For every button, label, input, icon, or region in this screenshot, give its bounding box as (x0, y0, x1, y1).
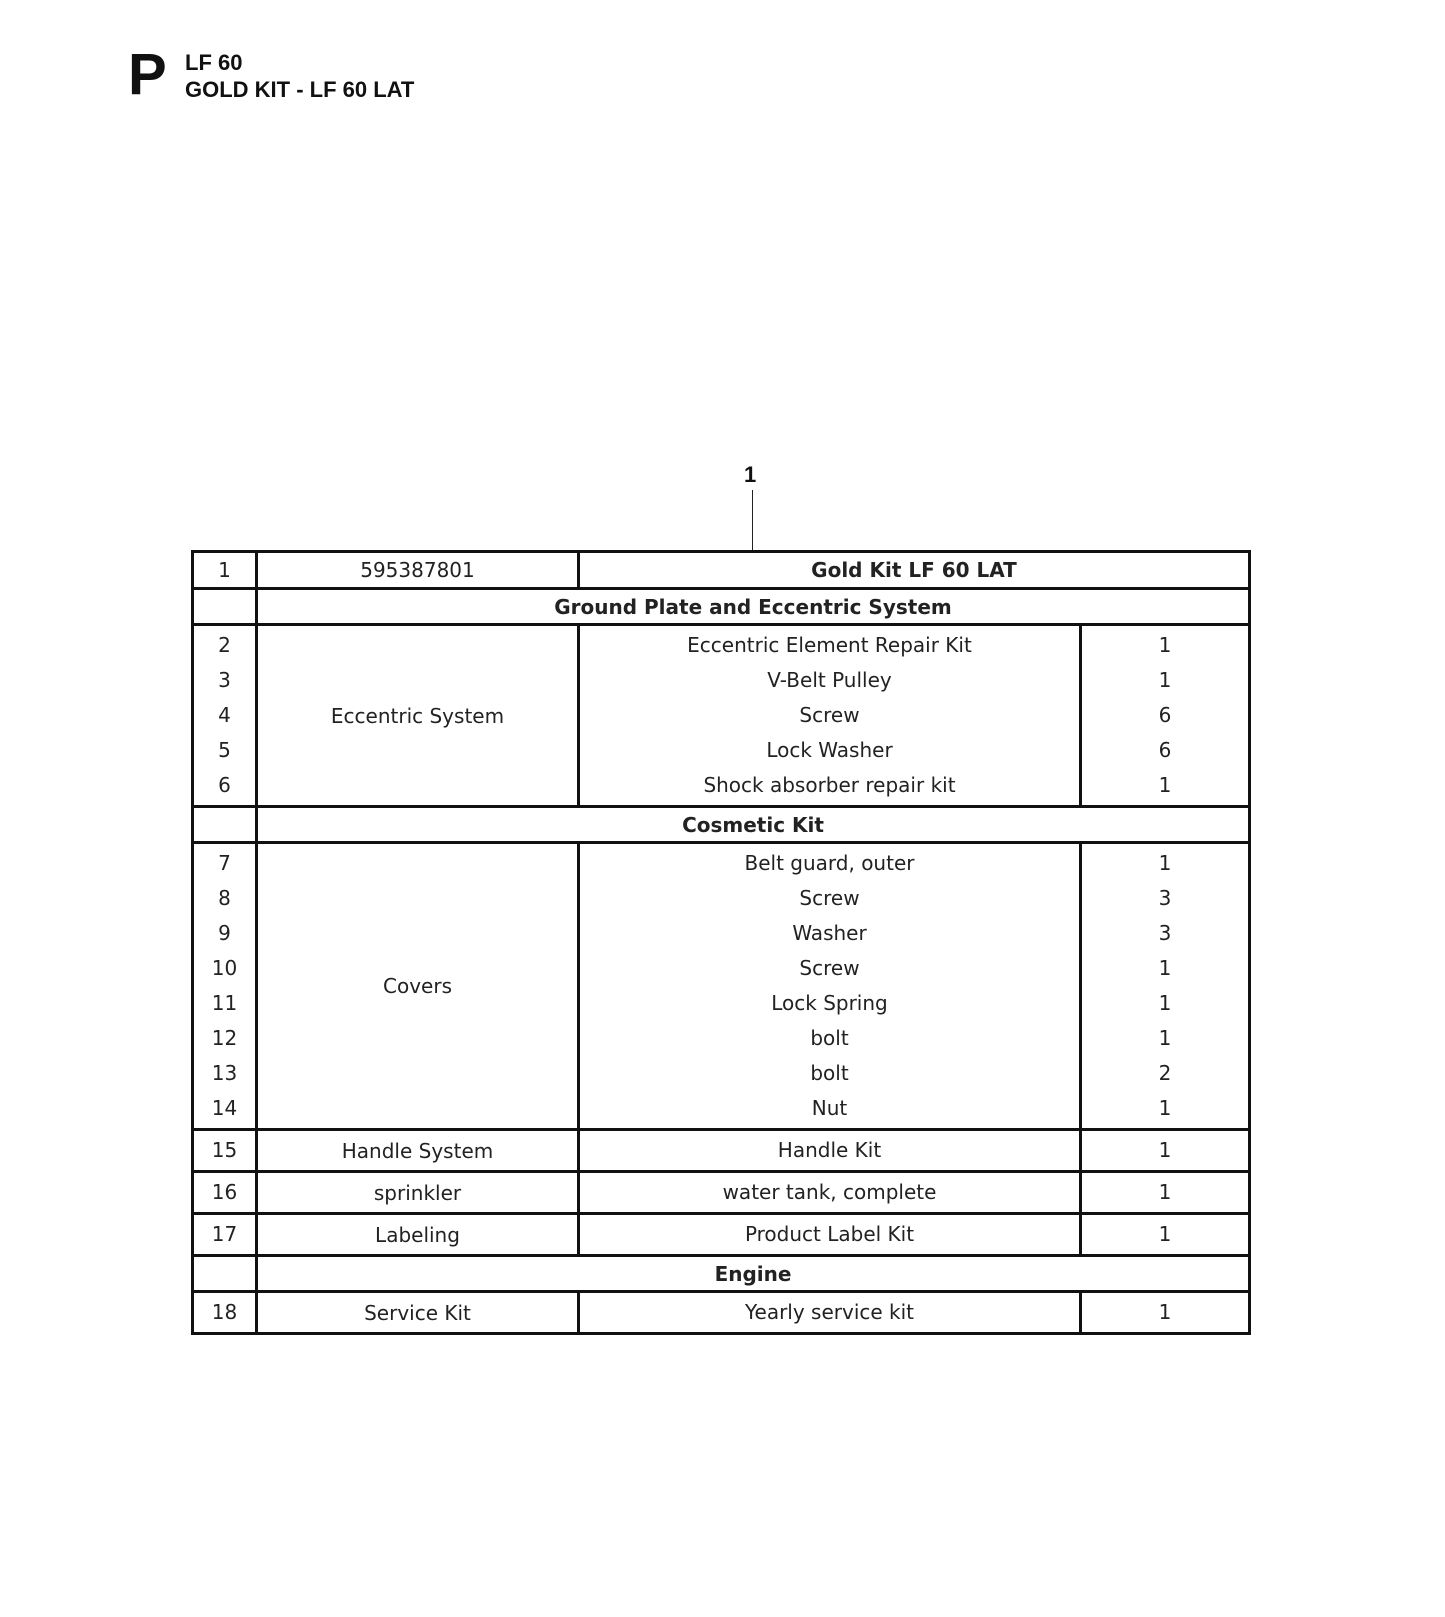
item-numbers-cell (193, 1172, 257, 1214)
item-number: 3 (218, 668, 231, 692)
group-name: sprinkler (257, 1172, 579, 1214)
item-quantity: 6 (1158, 703, 1172, 727)
item-quantity: 1 (1158, 1222, 1172, 1246)
item-description: Screw (799, 886, 860, 910)
item-number: 15 (211, 1138, 238, 1162)
item-description: Screw (799, 956, 860, 980)
item-quantities-cell (1081, 625, 1250, 807)
item-quantity: 3 (1158, 886, 1172, 910)
item-description: V-Belt Pulley (767, 668, 892, 692)
group-name: Covers (257, 843, 579, 1130)
section-empty-cell (193, 807, 257, 843)
item-quantities-cell (1081, 843, 1250, 1130)
item-numbers-cell (193, 1130, 257, 1172)
item-quantity: 1 (1158, 668, 1172, 692)
item-number: 2 (218, 633, 231, 657)
item-numbers-cell (193, 625, 257, 807)
item-description: Washer (792, 921, 867, 945)
item-description: water tank, complete (722, 1180, 937, 1204)
item-number: 8 (218, 886, 231, 910)
item-description: Nut (811, 1096, 848, 1120)
section-letter: P (128, 42, 167, 107)
item-quantity: 1 (1158, 1138, 1172, 1162)
group-row (193, 1130, 1250, 1172)
item-descriptions-cell (579, 843, 1081, 1130)
item-number: 16 (211, 1180, 238, 1204)
callout-leader-line (752, 490, 753, 550)
item-number: 4 (218, 703, 231, 727)
item-quantity: 1 (1158, 991, 1172, 1015)
item-number: 13 (211, 1061, 238, 1085)
item-description: Screw (799, 703, 860, 727)
item-quantity: 1 (1158, 1026, 1172, 1050)
group-row (193, 843, 1250, 1130)
item-number: 11 (211, 991, 238, 1015)
item-description: bolt (810, 1061, 849, 1085)
section-title: Ground Plate and Eccentric System (257, 589, 1250, 625)
group-row (193, 625, 1250, 807)
section-row (193, 807, 1250, 843)
item-quantity: 3 (1158, 921, 1172, 945)
item-description: Product Label Kit (744, 1222, 915, 1246)
item-number: 12 (211, 1026, 238, 1050)
group-row (193, 1292, 1250, 1334)
group-name: Handle System (257, 1130, 579, 1172)
item-number: 17 (211, 1222, 238, 1246)
parts-table (191, 550, 1251, 1335)
section-row (193, 589, 1250, 625)
group-name: Eccentric System (257, 625, 579, 807)
item-quantity: 1 (1158, 1180, 1172, 1204)
item-description: Yearly service kit (744, 1300, 915, 1324)
page-title: GOLD KIT - LF 60 LAT (185, 77, 415, 102)
item-number: 9 (218, 921, 231, 945)
section-row (193, 1256, 1250, 1292)
item-quantity: 1 (1158, 1300, 1172, 1324)
item-number: 5 (218, 738, 231, 762)
item-number: 10 (211, 956, 238, 980)
item-number: 14 (211, 1096, 238, 1120)
item-quantity: 1 (1158, 1096, 1172, 1120)
model-name: LF 60 (185, 50, 243, 75)
section-title: Cosmetic Kit (257, 807, 1250, 843)
item-quantities-cell (1081, 1172, 1250, 1214)
item-descriptions-cell (579, 625, 1081, 807)
group-row (193, 1172, 1250, 1214)
item-number: 18 (211, 1300, 238, 1324)
item-quantities-cell (1081, 1292, 1250, 1334)
group-row (193, 1214, 1250, 1256)
item-number: 6 (218, 773, 231, 797)
item-numbers-cell (193, 1292, 257, 1334)
kit-part-number: 595387801 (257, 552, 579, 589)
item-quantity: 1 (1158, 956, 1172, 980)
group-name: Labeling (257, 1214, 579, 1256)
item-quantity: 2 (1158, 1061, 1172, 1085)
item-quantities-cell (1081, 1214, 1250, 1256)
item-description: Shock absorber repair kit (703, 773, 956, 797)
section-title: Engine (257, 1256, 1250, 1292)
section-empty-cell (193, 1256, 257, 1292)
item-descriptions-cell (579, 1292, 1081, 1334)
kit-header-row (193, 552, 1250, 589)
item-description: Eccentric Element Repair Kit (687, 633, 972, 657)
item-numbers-cell (193, 1214, 257, 1256)
item-descriptions-cell (579, 1130, 1081, 1172)
kit-item-number: 1 (193, 552, 257, 589)
item-descriptions-cell (579, 1214, 1081, 1256)
item-quantity: 1 (1158, 633, 1172, 657)
item-quantities-cell (1081, 1130, 1250, 1172)
item-number: 7 (218, 851, 231, 875)
item-description: Handle Kit (777, 1138, 882, 1162)
kit-name: Gold Kit LF 60 LAT (579, 552, 1250, 589)
group-name: Service Kit (257, 1292, 579, 1334)
item-description: Lock Spring (771, 991, 888, 1015)
item-description: bolt (810, 1026, 849, 1050)
item-numbers-cell (193, 843, 257, 1130)
item-quantity: 1 (1158, 851, 1172, 875)
item-quantity: 1 (1158, 773, 1172, 797)
section-empty-cell (193, 589, 257, 625)
item-quantity: 6 (1158, 738, 1172, 762)
callout-number: 1 (744, 462, 757, 487)
item-description: Belt guard, outer (744, 851, 915, 875)
item-descriptions-cell (579, 1172, 1081, 1214)
item-description: Lock Washer (766, 738, 893, 762)
